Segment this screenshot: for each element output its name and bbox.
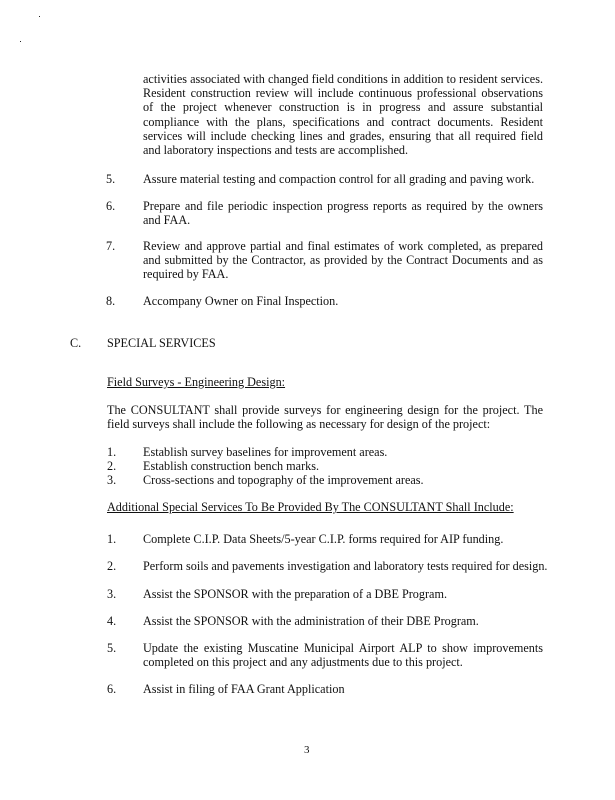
scan-dot xyxy=(39,16,40,17)
subheading-field-surveys: Field Surveys - Engineering Design: xyxy=(107,375,286,389)
item-text: Review and approve partial and final estimates of work completed, as prepared and submitted by the Contractor, as provided by the Contract Documents and as required by FAA. xyxy=(143,239,543,282)
section-title: SPECIAL SERVICES xyxy=(107,336,216,350)
item-number: 6. xyxy=(107,682,117,696)
item-number: 3. xyxy=(107,473,117,487)
field-surveys-intro: The CONSULTANT shall provide surveys for engineering design for the project. The field surveys shall include the following as necessary for design of the project: xyxy=(107,403,543,432)
item-number: 3. xyxy=(107,587,117,601)
item-text: Assist the SPONSOR with the administration of their DBE Program. xyxy=(143,614,479,628)
continuation-paragraph: activities associated with changed field conditions in addition to resident services. Resident construction review will include continuous professional observations of the project whenever construction is in progress and assure substantial compliance with the plans, specifications and contract documents. Resident services will include checking lines and grades, ensuring that all required field and laboratory inspections and tests are accomplished. xyxy=(143,72,543,158)
scan-dot xyxy=(20,41,21,42)
item-text: Establish construction bench marks. xyxy=(143,459,320,473)
page-number: 3 xyxy=(304,744,310,756)
item-number: 5. xyxy=(106,172,116,186)
item-number: 2. xyxy=(107,559,117,573)
item-number: 1. xyxy=(107,532,117,546)
item-text: Complete C.I.P. Data Sheets/5-year C.I.P. forms required for AIP funding. xyxy=(143,532,504,546)
section-letter: C. xyxy=(70,336,82,350)
item-text: Assist the SPONSOR with the preparation of a DBE Program. xyxy=(143,587,447,601)
item-number: 1. xyxy=(107,445,117,459)
item-number: 4. xyxy=(107,614,117,628)
item-text: Accompany Owner on Final Inspection. xyxy=(143,294,339,308)
item-text: Assure material testing and compaction control for all grading and paving work. xyxy=(143,172,535,186)
subheading-additional-services: Additional Special Services To Be Provided By The CONSULTANT Shall Include: xyxy=(107,500,514,514)
item-number: 7. xyxy=(106,239,116,253)
item-number: 2. xyxy=(107,459,117,473)
item-number: 5. xyxy=(107,641,117,655)
item-text: Establish survey baselines for improvement areas. xyxy=(143,445,388,459)
item-text: Update the existing Muscatine Municipal Airport ALP to show improvements completed on this project and any adjustments due to this project. xyxy=(143,641,543,670)
item-text: Cross-sections and topography of the improvement areas. xyxy=(143,473,424,487)
item-text: Prepare and file periodic inspection progress reports as required by the owners and FAA. xyxy=(143,199,543,228)
item-number: 8. xyxy=(106,294,116,308)
item-text: Perform soils and pavements investigation and laboratory tests required for design. xyxy=(143,559,548,573)
item-number: 6. xyxy=(106,199,116,213)
item-text: Assist in filing of FAA Grant Application xyxy=(143,682,345,696)
